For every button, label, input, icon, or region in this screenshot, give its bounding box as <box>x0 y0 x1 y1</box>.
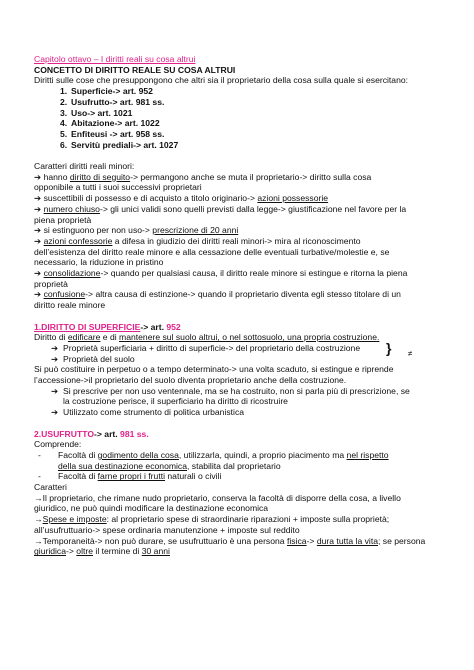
feature-line: piena proprietà <box>34 214 92 225</box>
usufrutto-line: →Il proprietario, che rimane nudo proprietario, conserva la facoltà di disporre della cosa, a livello <box>34 492 401 503</box>
list-item: 3. Uso-> art. 1021 <box>60 107 133 118</box>
feature-line: ➔ suscettibili di possesso e di acquisto a titolo originario-> azioni possessorie <box>34 193 329 204</box>
concept-intro: Diritti sulle cose che presuppongono che altri sia il proprietario della cosa sulla quale si esercitano: <box>34 75 409 86</box>
feature-line: proprietà <box>34 278 68 289</box>
document-body <box>34 54 444 557</box>
superficie-line: Si può costituire in perpetuo o a tempo determinato-> una volta scaduto, si estingue e riprende <box>34 364 394 375</box>
usufrutto-line: giuridico, ne può quindi modificare la destinazione economica <box>34 503 269 514</box>
arrow-icon: ➔ <box>34 193 44 204</box>
usufrutto-bullet: - Facoltà di farne propri i frutti naturali o civili <box>38 471 222 482</box>
feature-line: ➔ numero chiuso-> gli unici validi sono quelli previsti dalla legge-> giustificazione nel favore per la <box>34 203 407 214</box>
concept-heading: CONCETTO DI DIRITTO REALE SU COSA ALTRUI <box>34 64 236 75</box>
arrow-icon: ➔ <box>51 342 59 353</box>
list-item: 4. Abitazione-> art. 1022 <box>60 118 160 129</box>
usufrutto-bullet-cont: della sua destinazione economica, stabilita dal proprietario <box>58 460 281 471</box>
superficie-line: ➔ Proprietà superficiaria + diritto di superficie-> del proprietario della costruzione <box>51 342 361 353</box>
arrow-icon: → <box>34 514 43 525</box>
arrow-icon: ➔ <box>51 353 59 364</box>
superficie-line: ➔ Proprietà del suolo <box>51 353 135 364</box>
usufrutto-line: giuridica-> oltre il termine di 30 anni <box>34 546 170 557</box>
feature-line: ➔ consolidazione-> quando per qualsiasi causa, il diritto reale minore si estingue e ritorna la piena <box>34 268 408 279</box>
feature-line: dell’esistenza del diritto reale minore e alla cessazione delle eventuali turbative/molestie e, se <box>34 246 390 257</box>
usufrutto-comprende: Comprende: <box>34 439 82 450</box>
features-heading: Caratteri diritti reali minori: <box>34 161 135 172</box>
superficie-line: l’accessione->il proprietario del suolo diventa proprietario anche della costruzione. <box>34 375 347 386</box>
superficie-line: Diritto di edificare e di mantenere sul suolo altrui, o nel sottosuolo, una propria costruzione. <box>34 332 380 343</box>
feature-line: ➔ si estinguono per non uso-> prescrizione di 20 anni <box>34 225 239 236</box>
feature-line: necessario, la riduzione in pristino <box>34 257 164 268</box>
list-item: 6. Servitù prediali-> art. 1027 <box>60 139 179 150</box>
superficie-heading: 1.DIRITTO DI SUPERFICIE-> art. 952 <box>34 321 181 332</box>
arrow-icon: ➔ <box>34 171 44 182</box>
feature-line: ➔ confusione-> altra causa di estinzione-> quando il proprietario diventa egli stesso titolare di un <box>34 289 401 300</box>
arrow-icon: ➔ <box>34 289 44 300</box>
arrow-icon: ➔ <box>51 407 59 418</box>
list-item: 2. Usufrutto-> art. 981 ss. <box>60 96 165 107</box>
superficie-line: ➔ Si prescrive per non uso ventennale, ma se ha costruito, non si parla più di prescrizione, se <box>51 385 410 396</box>
feature-line: ➔ hanno diritto di seguito-> permangono anche se muta il proprietario-> diritto sulla cosa <box>34 171 372 182</box>
usufrutto-bullet: - Facoltà di godimento della cosa, utilizzarla, quindi, a proprio piacimento ma nel rispetto <box>38 449 389 460</box>
usufrutto-line: →Spese e imposte: al proprietario spese di straordinarie riparazioni + imposte sulla proprietà; <box>34 514 390 525</box>
arrow-icon: → <box>34 535 43 546</box>
not-equal-sign: ≠ <box>408 348 413 358</box>
arrow-icon: ➔ <box>34 268 44 279</box>
arrow-icon: ➔ <box>51 385 59 396</box>
feature-line: diritto reale minore <box>34 300 106 311</box>
list-item: 5. Enfiteusi -> art. 958 ss. <box>60 128 165 139</box>
arrow-icon: → <box>34 492 43 503</box>
chapter-title: Capitolo ottavo – I diritti reali su cosa altrui <box>34 54 196 64</box>
list-item: 1. Superficie-> art. 952 <box>60 86 153 97</box>
arrow-icon: ➔ <box>34 225 44 236</box>
arrow-icon: ➔ <box>34 203 44 214</box>
usufrutto-line: all’usufruttuario-> spese ordinaria manutenzione + imposte sul reddito <box>34 524 300 535</box>
feature-line: ➔ azioni confessorie a difesa in giudizio dei diritti reali minori-> mira al riconoscimento <box>34 235 361 246</box>
superficie-line: ➔ Utilizzato come strumento di politica urbanistica <box>51 407 245 418</box>
usufrutto-heading: 2.USUFRUTTO-> art. 981 ss. <box>34 428 149 439</box>
usufrutto-caratteri: Caratteri <box>34 482 67 493</box>
feature-line: opponibile a tutti i suoi successivi proprietari <box>34 182 202 193</box>
brace-icon: } <box>386 339 392 356</box>
usufrutto-line: →Temporaneità-> non può durare, se usufruttuario è una persona fisica-> dura tutta la vita; se persona <box>34 535 426 546</box>
superficie-line: la costruzione perisce, il superficiario ha diritto di ricostruire <box>63 396 288 407</box>
arrow-icon: ➔ <box>34 235 44 246</box>
